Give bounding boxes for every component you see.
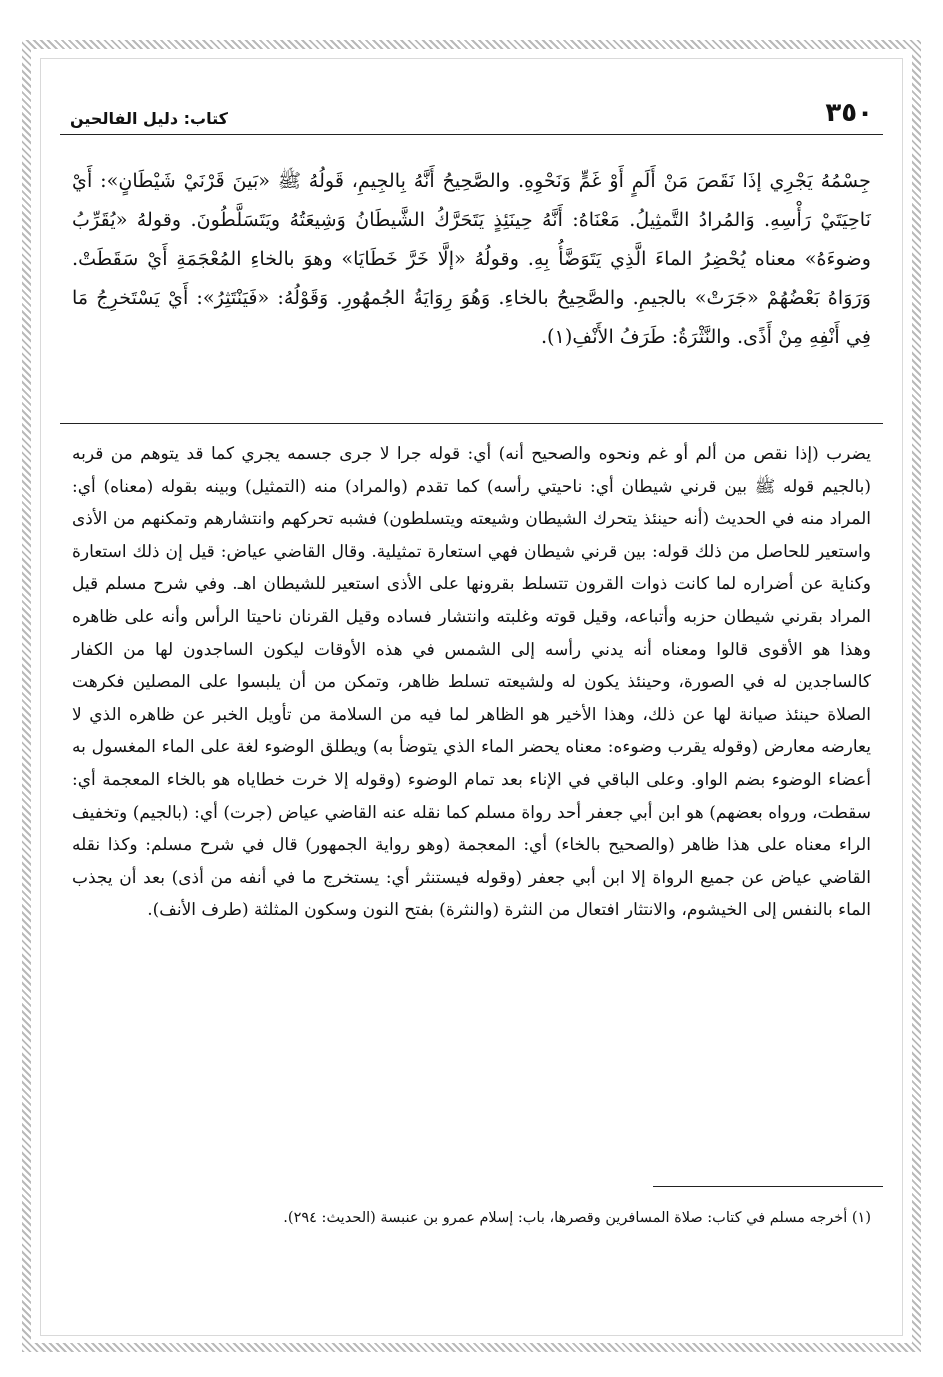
footnote: (١) أخرجه مسلم في كتاب: صلاة المسافرين وقصرها، باب: إسلام عمرو بن عنبسة (الحديث: ٢٩٤).	[283, 1210, 871, 1226]
page-header	[60, 88, 883, 135]
commentary-paragraph: يضرب (إذا نقص من ألم أو غم ونحوه والصحيح أنه) أي: قوله جرا لا جرى جسمه يجري كما قد يتوهم من قربه (بالجيم قوله ﷺ بين قرني شيطان أي: ناحيتي رأسه) كما تقدم (والمراد) منه (التمثيل) وبينه بقوله (معناه) أي: المراد منه في الحديث (أنه حينئذ يتحرك الشيطان وشيعته ويتسلطون) فشبه تحركهم وانتشارهم وتمكنهم من الأذى واستعير للحاصل من ذلك قوله: بين قرني شيطان فهي استعارة تمثيلية. وقال القاضي عياض: قيل إن ذلك استعارة وكناية عن أضراره لما كانت ذوات القرون تتسلط بقرونها على الأذى استعير للشيطان اهـ. وفي شرح مسلم قيل المراد بقرني شيطان حزبه وأتباعه، وقيل قوته وغلبته وانتشار فساده وقيل القرنان ناحيتا الرأس وأنه على ظاهره وهذا هو الأقوى قالوا ومعناه أنه يدني رأسه إلى الشمس في هذه الأوقات ليكون الساجدون لها من الكفار كالساجدين له في الصورة، وحينئذ يكون له ولشيعته تسلط ظاهر، وتمكن من أن يلبسوا على المصلين فكرهت الصلاة حينئذ صيانة لها عن ذلك، وهذا الأخير هو الظاهر لما فيه من السلامة من تأويل الخبر عن ظاهره الذي لا يعارضه معارض (وقوله يقرب وضوءه: معناه يحضر الماء الذي يتوضأ به) ويطلق الوضوء لغة على الماء المغسول به أعضاء الوضوء بضم الواو. وعلى الباقي في الإناء بعد تمام الوضوء (وقوله إلا خرت خطاياه هو بالخاء المعجمة أي: سقطت، ورواه بعضهم) هو ابن أبي جعفر أحد رواة مسلم كما نقله عنه القاضي عياض (جرت) أي: (بالجيم) وتخفيف الراء معناه على هذا ظاهر (والصحيح بالخاء) أي: المعجمة (وهو رواية الجمهور) قال في شرح مسلم: وكذا نقله القاضي عياض عن جميع الرواة إلا ابن أبي جعفر (وقوله فيستنثر أي: يستخرج ما في أنفه من أذى) بعد أن يجذب الماء بالنفس إلى الخيشوم، والانتثار افتعال من النثرة (والنثرة) بفتح النون وسكون المثلثة (طرف الأنف).	[72, 444, 871, 921]
footnote-divider	[653, 1186, 883, 1187]
book-title: كتاب: دليل الفالحين	[70, 109, 228, 128]
footnote-rule-wrap	[60, 1158, 883, 1187]
hadith-text: جِسْمُهُ يَجْرِي إذَا نَقَصَ مَنْ أَلَمٍ أَوْ غَمٍّ وَنَحْوِهِ. والصَّحِيحُ أَنَّهُ بِالجِيمِ، قَولُهُ ﷺ «بَينَ قَرْنَيْ شَيْطَانٍ»: أَيْ نَاحِيَتَيْ رَأْسِهِ. وَالمُرادُ التَّمثِيلُ. مَعْنَاهُ: أَنَّهُ حِينَئِذٍ يَتَحَرَّكُ الشَّيطَانُ وَشِيعَتُهُ ويَتَسَلَّطُونَ. وقولهُ «يُقَرِّبُ وضوءَهُ» معناه يُحْضِرُ الماءَ الَّذِي يَتَوَضَّأُ بِهِ. وقولُهُ «إلَّا خَرَّ خَطَايَا» وهوَ بالخاءِ المُعْجَمَةِ أَيْ سَقَطَتْ. وَرَوَاهُ بَعْضُهُمْ «جَرَتْ» بالجيمِ. والصَّحِيحُ بالخاءِ. وَهُوَ رِوَايَةُ الجُمهُورِ. وَقَوْلُهُ: «فَيَنْتَثِرُ»: أَيْ يَسْتَخرِجُ مَا فِي أَنْفِهِ مِنْ أَذًى. والنَّثْرَةُ: طَرَفُ الأَنْفِ(١).	[72, 169, 871, 348]
page	[60, 88, 883, 1231]
page-number: ٣٥٠	[825, 98, 873, 128]
commentary-text	[60, 424, 883, 1158]
